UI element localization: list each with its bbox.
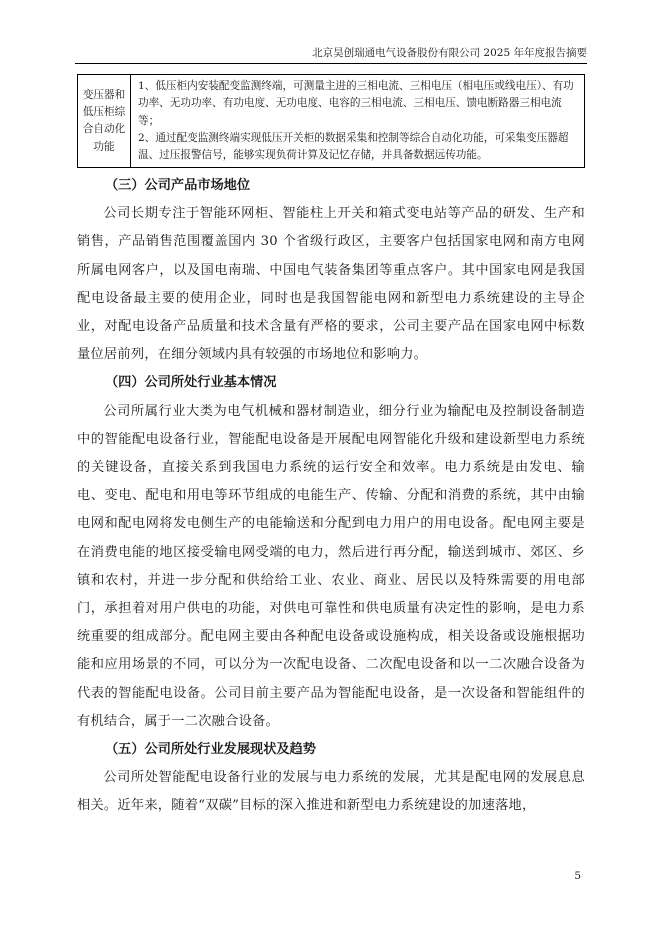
table-item: 1、低压柜内安装配变监测终端，可测量主进的三相电流、三相电压（相电压或线电压）、有功功率、无功功率、有功电度、无功电度、电容的三相电流、三相电压、馈电断路器三相电流等； — [138, 80, 574, 127]
section-heading-industry-overview: （四）公司所处行业基本情况 — [105, 375, 277, 391]
table-row-content — [131, 75, 585, 168]
section-heading-market-position: （三）公司产品市场地位 — [105, 178, 251, 193]
page-number: 5 — [574, 870, 581, 882]
paragraph-industry-overview: 公司所属行业大类为电气机械和器材制造业，细分行业为输配电及控制设备制造中的智能配电设备行业，智能配电设备是开展配电网智能化升级和建设新型电力系统的关键设备，直接关系到我国电力系统的运行安全和效率。电力系统是由发电、输电、变电、配电和用电等环节组成的电能生产、传输、分配和消费的系统，其中由输电网和配电网将发电侧生产的电能输送和分配到电力用户的用电设备。配电网主要是在消费电能的地区接受输电网受端的电力，然后进行再分配，输送到城市、郊区、乡镇和农村，并进一步分配和供给给工业、农业、商业、居民以及特殊需要的用电部门，承担着对用户供电的功能，对供电可靠性和供电质量有决定性的影响，是电力系统重要的组成部分。配电网主要由各种配电设备或设施构成，相关设备或设施根据功能和应用场景的不同，可以分为一次配电设备、二次配电设备和以一二次融合设备为代表的智能配电设备。公司目前主要产品为智能配电设备，是一次设备和智能组件的有机结合，属于一二次融合设备。 — [77, 403, 585, 729]
table-item: 2、通过配变监测终端实现低压开关柜的数据采集和控制等综合自动化功能，可采集变压器超温、过压报警信号，能够实现负荷计算及记忆存储，并具备数据远传功能。 — [138, 131, 569, 162]
paragraph-industry-trends: 公司所处智能配电设备行业的发展与电力系统的发展，尤其是配电网的发展息息相关。近年来，随着“双碳”目标的深入推进和新型电力系统建设的加速落地， — [77, 770, 585, 814]
report-body — [77, 172, 585, 821]
table-row — [78, 75, 585, 168]
paragraph-market-position: 公司长期专注于智能环网柜、智能柱上开关和箱式变电站等产品的研发、生产和销售，产品销售范围覆盖国内 30 个省级行政区，主要客户包括国家电网和南方电网所属电网客户，以及国电南瑞、中国电气装备集团等重点客户。其中国家电网是我国配电设备最主要的使用企业，同时也是我国智能电网和新型电力系统建设的主导企业，对配电设备产品质量和技术含量有严格的要求，公司主要产品在国家电网中标数量位居前列，在细分领域内具有较强的市场地位和影响力。 — [77, 206, 585, 363]
table-row-label: 变压器和低压柜综合自动化功能 — [78, 75, 131, 168]
function-table — [77, 74, 585, 168]
section-heading-industry-trends: （五）公司所处行业发展现状及趋势 — [105, 742, 316, 758]
page-header: 北京昊创瑞通电气设备股份有限公司 2025 年年度报告摘要 — [75, 46, 587, 64]
